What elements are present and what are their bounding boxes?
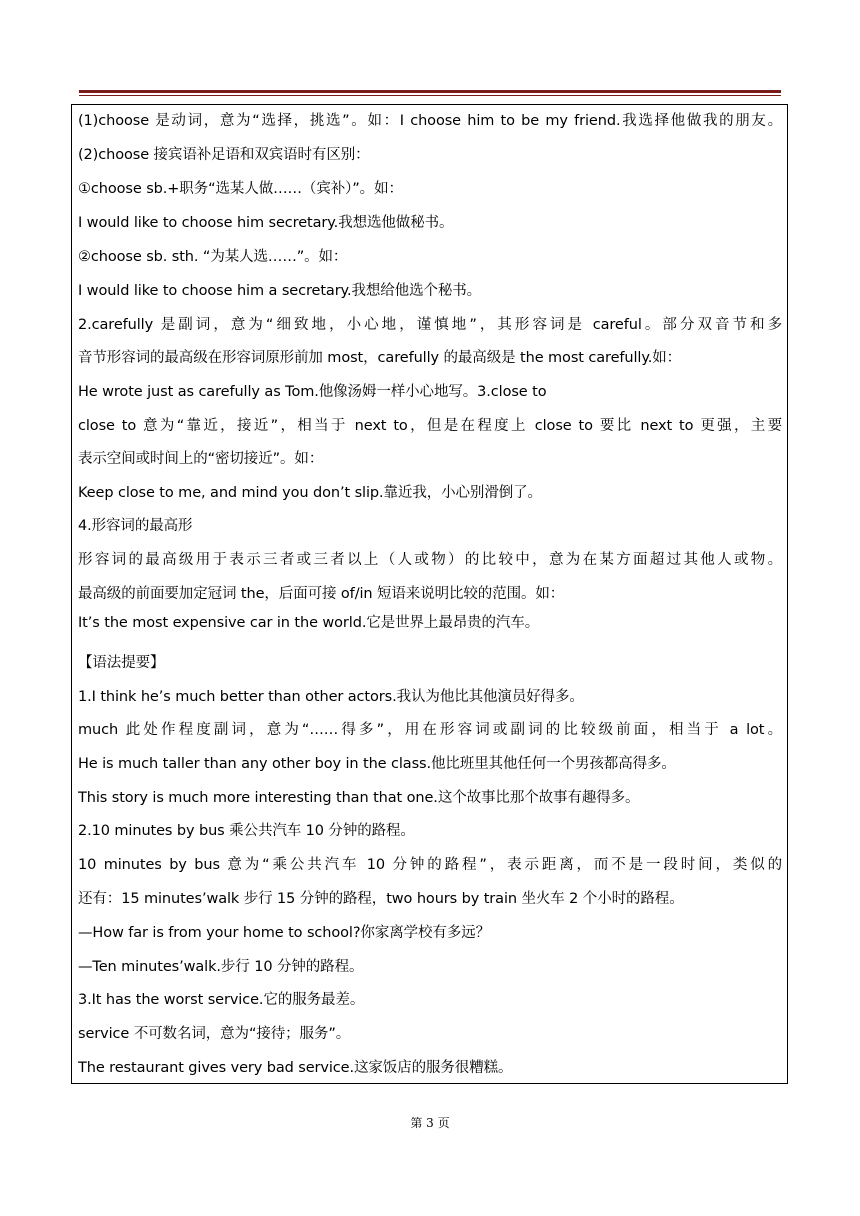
text-line: close to 意为“靠近，接近”，相当于 next to，但是在程度上 close to 要比 next to 更强，主要 [78, 418, 782, 434]
text-line: 2.10 minutes by bus 乘公共汽车 10 分钟的路程。 [78, 823, 415, 839]
header-rule-thin [79, 95, 781, 96]
text-line: I would like to choose him secretary.我想选他做秘书。 [78, 215, 454, 231]
text-line: 2.carefully 是副词，意为“细致地，小心地，谨慎地”，其形容词是 careful。部分双音节和多 [78, 317, 782, 333]
text-line: —How far is from your home to school?你家离学校有多远？ [78, 925, 491, 941]
text-line: (1)choose 是动词，意为“选择，挑选”。如：I choose him to be my friend.我选择他做我的朋友。 [78, 113, 782, 129]
text-line: (2)choose 接宾语补足语和双宾语时有区别： [78, 147, 370, 163]
text-line: service 不可数名词，意为“接待；服务”。 [78, 1026, 351, 1042]
text-line: 3.It has the worst service.它的服务最差。 [78, 992, 365, 1008]
text-line: much 此处作程度副词，意为“……得多”，用在形容词或副词的比较级前面，相当于 a lot。 [78, 722, 782, 738]
text-line: 表示空间或时间上的“密切接近”。如： [78, 451, 324, 467]
section-heading: 4.形容词的最高形 [78, 518, 193, 534]
header-rule-thick [79, 90, 781, 93]
text-line: I would like to choose him a secretary.我想给他选个秘书。 [78, 283, 482, 299]
page-number: 第 3 页 [410, 1116, 450, 1130]
text-line: —Ten minutes’walk.步行 10 分钟的路程。 [78, 959, 364, 975]
text-line: This story is much more interesting than that one.这个故事比那个故事有趣得多。 [78, 790, 640, 806]
text-line: He wrote just as carefully as Tom.他像汤姆一样小心地写。3.close to [78, 384, 547, 400]
text-line: He is much taller than any other boy in the class.他比班里其他任何一个男孩都高得多。 [78, 756, 676, 772]
text-line: It’s the most expensive car in the world.它是世界上最昂贵的汽车。 [78, 615, 540, 631]
text-line: Keep close to me, and mind you don’t slip.靠近我，小心别滑倒了。 [78, 485, 542, 501]
text-line: 10 minutes by bus 意为“乘公共汽车 10 分钟的路程”，表示距离，而不是一段时间，类似的 [78, 857, 782, 873]
text-line: 还有：15 minutes’walk 步行 15 分钟的路程，two hours by train 坐火车 2 个小时的路程。 [78, 891, 684, 907]
text-line: 形容词的最高级用于表示三者或三者以上（人或物）的比较中，意为在某方面超过其他人或物。 [78, 552, 782, 568]
text-line: The restaurant gives very bad service.这家饭店的服务很糟糕。 [78, 1060, 513, 1076]
text-line: 最高级的前面要加定冠词 the，后面可接 of/in 短语来说明比较的范围。如： [78, 586, 565, 602]
text-line: 1.I think he’s much better than other actors.我认为他比其他演员好得多。 [78, 689, 584, 705]
text-line: ①choose sb.+职务“选某人做……（宾补）”。如： [78, 181, 403, 197]
section-heading: 【语法提要】 [78, 655, 165, 671]
text-line: ②choose sb. sth. “为某人选……”。如： [78, 249, 348, 265]
text-line: 音节形容词的最高级在形容词原形前加 most，carefully 的最高级是 the most carefully.如： [78, 350, 682, 366]
